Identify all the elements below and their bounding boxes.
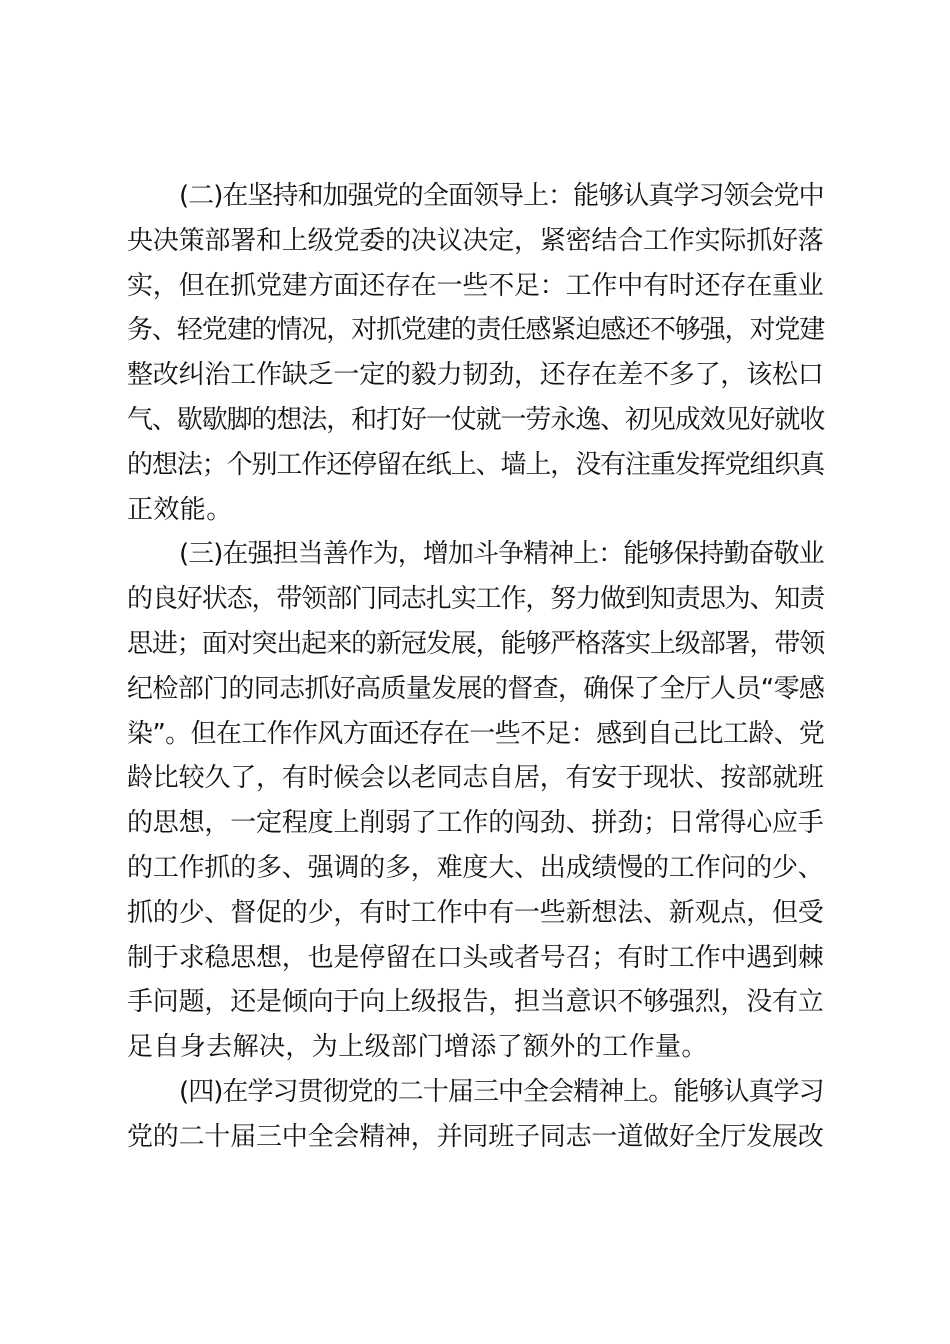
text-line: 手问题，还是倾向于向上级报告，担当意识不够强烈，没有立 xyxy=(127,987,824,1018)
paragraph-4 xyxy=(127,1070,827,1160)
text-line: 党的二十届三中全会精神，并同班子同志一道做好全厅发展改 xyxy=(127,1121,824,1152)
text-line: 足自身去解决，为上级部门增添了额外的工作量。 xyxy=(127,1032,708,1063)
text-line: 的思想，一定程度上削弱了工作的闯劲、拼劲；日常得心应手 xyxy=(127,808,824,839)
text-line: 实，但在抓党建方面还存在一些不足：工作中有时还存在重业 xyxy=(127,270,824,301)
text-line: 正效能。 xyxy=(127,494,233,525)
text-line: 的良好状态，带领部门同志扎实工作，努力做到知责思为、知责 xyxy=(127,584,825,615)
text-line: 染”。但在工作作风方面还存在一些不足：感到自己比工龄、党 xyxy=(127,718,825,749)
text-line: 的想法；个别工作还停留在纸上、墙上，没有注重发挥党组织真 xyxy=(127,449,825,480)
text-line: 整改纠治工作缺乏一定的毅力韧劲，还存在差不多了，该松口 xyxy=(127,360,824,391)
text-line: 制于求稳思想，也是停留在口头或者号召；有时工作中遇到棘 xyxy=(127,942,824,973)
text-line: (三)在强担当善作为，增加斗争精神上：能够保持勤奋敬业 xyxy=(179,539,824,570)
document-body xyxy=(127,174,827,1160)
text-line: (四)在学习贯彻党的二十届三中全会精神上。能够认真学习 xyxy=(179,1076,824,1107)
paragraph-3 xyxy=(127,532,827,1070)
text-line: 龄比较久了，有时候会以老同志自居，有安于现状、按部就班 xyxy=(127,763,824,794)
text-line: 抓的少、督促的少，有时工作中有一些新想法、新观点，但受 xyxy=(127,897,824,928)
paragraph-2 xyxy=(127,174,827,532)
text-line: 的工作抓的多、强调的多，难度大、出成绩慢的工作问的少、 xyxy=(127,852,824,883)
text-line: 纪检部门的同志抓好高质量发展的督查，确保了全厅人员“零感 xyxy=(127,673,825,704)
text-line: 央决策部署和上级党委的决议决定，紧密结合工作实际抓好落 xyxy=(127,225,824,256)
text-line: 思进；面对突出起来的新冠发展，能够严格落实上级部署，带领 xyxy=(127,628,825,659)
text-line: (二)在坚持和加强党的全面领导上：能够认真学习领会党中 xyxy=(179,181,824,211)
text-line: 气、歇歇脚的想法，和打好一仗就一劳永逸、初见成效见好就收 xyxy=(127,404,825,435)
text-line: 务、轻党建的情况，对抓党建的责任感紧迫感还不够强，对党建 xyxy=(127,315,825,346)
